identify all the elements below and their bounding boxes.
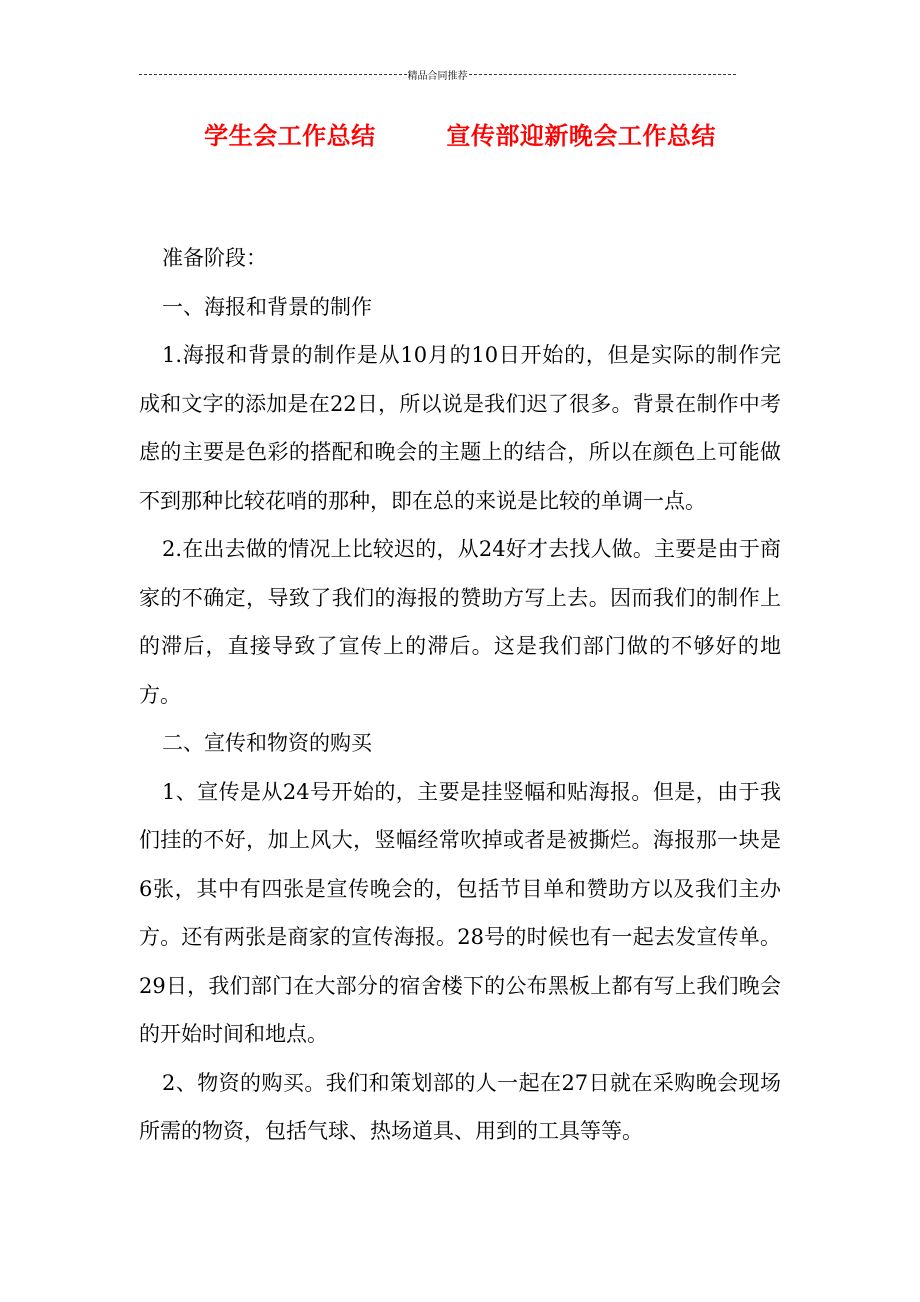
header-label: 精品合同推荐 — [407, 70, 468, 82]
document-title: 学生会工作总结 宣传部迎新晚会工作总结 — [204, 122, 716, 150]
paragraph-heading-2: 二、宣传和物资的购买 — [162, 731, 372, 755]
paragraph: 2.在出去做的情况上比较迟的，从24好才去找人做。主要是由于商家的不确定，导致了我们的海报的赞助方写上去。因而我们的制作上的滞后，直接导致了宣传上的滞后。这是我们部门做的不够好的地方。 — [139, 537, 781, 707]
paragraph-section-heading: 准备阶段： — [162, 246, 267, 270]
header-dash-left — [139, 74, 407, 75]
page-header — [139, 66, 736, 82]
paragraph-heading-1: 一、海报和背景的制作 — [162, 294, 372, 319]
paragraph: 2、物资的购买。我们和策划部的人一起在27日就在采购晚会现场所需的物资，包括气球、热场道具、用到的工具等等。 — [139, 1070, 781, 1143]
header-dash-right — [469, 74, 737, 75]
paragraph: 1、宣传是从24号开始的，主要是挂竖幅和贴海报。但是，由于我们挂的不好，加上风大，竖幅经常吹掉或者是被撕烂。海报那一块是6张，其中有四张是宣传晚会的，包括节目单和赞助方以及我们主办方。还有两张是商家的宣传海报。28号的时候也有一起去发宣传单。29日，我们部门在大部分的宿舍楼下的公布黑板上都有写上我们晚会的开始时间和地点。 — [139, 779, 781, 1046]
document-body — [139, 234, 781, 1156]
paragraph: 1.海报和背景的制作是从10月的10日开始的，但是实际的制作完成和文字的添加是在22日，所以说是我们迟了很多。背景在制作中考虑的主要是色彩的搭配和晚会的主题上的结合，所以在颜色上可能做不到那种比较花哨的那种，即在总的来说是比较的单调一点。 — [139, 343, 781, 513]
